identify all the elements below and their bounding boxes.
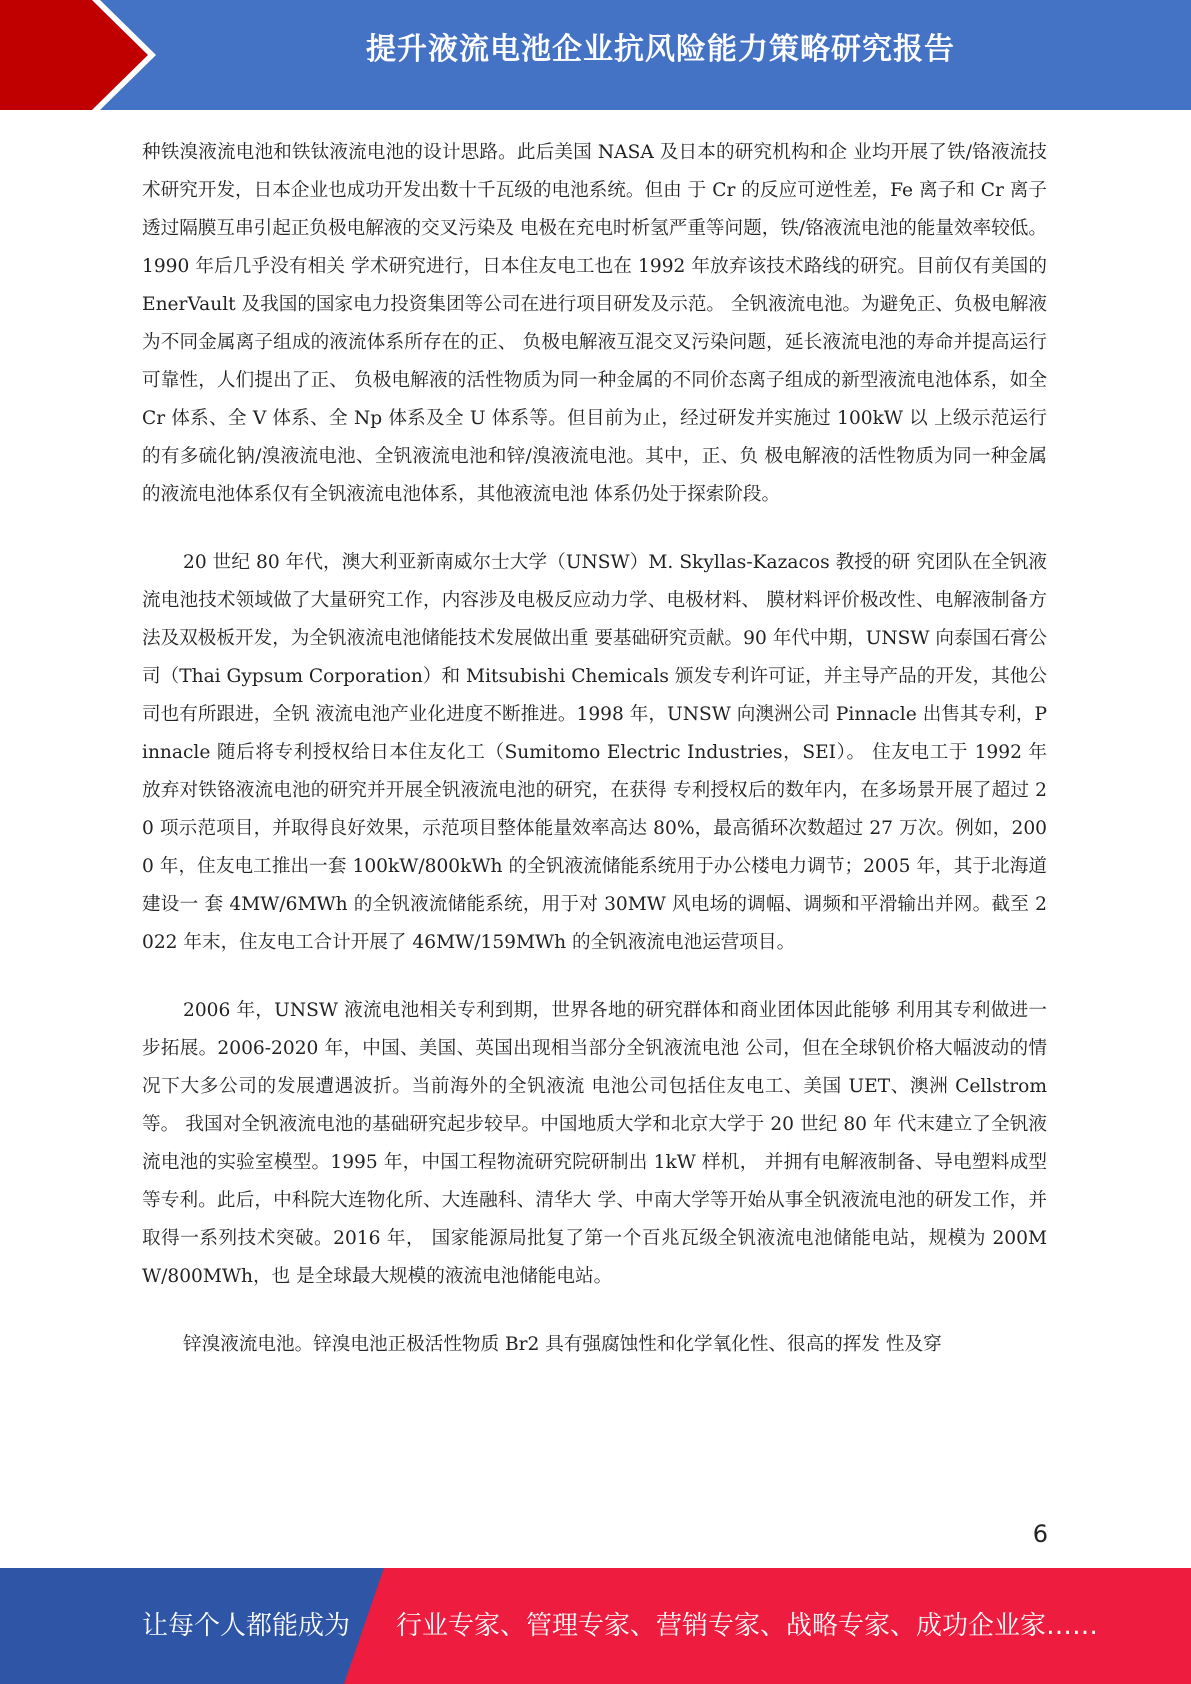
body-text [142,134,1047,1364]
report-title: 提升液流电池企业抗风险能力策略研究报告 [366,32,955,67]
footer-banner [0,1568,1191,1684]
footer-slogan-left: 让每个人都能成为 [142,1611,351,1641]
paragraph-3: 2006 年，UNSW 液流电池相关专利到期，世界各地的研究群体和商业团体因此能够 利用其专利做进一步拓展。2006-2020 年，中国、美国、英国出现相当部分全钒液流电池 公司，但在全球钒价格大幅波动的情况下大多公司的发展遭遇波折。当前海外的全钒液流 电池公司包括住友电工、美国 UET、澳洲 Cellstrom 等。 我国对全钒液流电池的基础研究起步较早。中国地质大学和北京大学于 20 世纪 80 年 代末建立了全钒液流电池的实验室模型。1995 年，中国工程物流研究院研制出 1kW 样机， 并拥有电解液制备、导电塑料成型等专利。此后，中科院大连物化所、大连融科、清华大 学、中南大学等开始从事全钒液流电池的研发工作，并取得一系列技术突破。2016 年， 国家能源局批复了第一个百兆瓦级全钒液流电池储能电站，规模为 200MW/800MWh，也 是全球最大规模的液流电池储能电站。 [142,1000,1047,1287]
paragraph-4: 锌溴液流电池。锌溴电池正极活性物质 Br2 具有强腐蚀性和化学氧化性、很高的挥发 性及穿 [183,1334,942,1355]
paragraph-1: 种铁溴液流电池和铁钛液流电池的设计思路。此后美国 NASA 及日本的研究机构和企 业均开展了铁/铬液流技术研究开发，日本企业也成功开发出数十千瓦级的电池系统。但由 于 Cr 的反应可逆性差，Fe 离子和 Cr 离子透过隔膜互串引起正负极电解液的交叉污染及 电极在充电时析氢严重等问题，铁/铬液流电池的能量效率较低。1990 年后几乎没有相关 学术研究进行，日本住友电工也在 1992 年放弃该技术路线的研究。目前仅有美国的 EnerVault 及我国的国家电力投资集团等公司在进行项目研发及示范。 全钒液流电池。为避免正、负极电解液为不同金属离子组成的液流体系所存在的正、 负极电解液互混交叉污染问题，延长液流电池的寿命并提高运行可靠性，人们提出了正、 负极电解液的活性物质为同一种金属的不同价态离子组成的新型液流电池体系，如全 Cr 体系、全 V 体系、全 Np 体系及全 U 体系等。但目前为止，经过研发并实施过 100kW 以 上级示范运行的有多硫化钠/溴液流电池、全钒液流电池和锌/溴液流电池。其中，正、负 极电解液的活性物质为同一种金属的液流电池体系仅有全钒液流电池体系，其他液流电池 体系仍处于探索阶段。 [142,142,1047,505]
footer-slogan-right: 行业专家、管理专家、营销专家、战略专家、成功企业家…… [396,1611,1099,1641]
header-banner [0,0,1191,110]
paragraph-2: 20 世纪 80 年代，澳大利亚新南威尔士大学（UNSW）M. Skyllas-Kazacos 教授的研 究团队在全钒液流电池技术领域做了大量研究工作，内容涉及电极反应动力学、电极材料、 膜材料评价极改性、电解液制备方法及双极板开发，为全钒液流电池储能技术发展做出重 要基础研究贡献。90 年代中期，UNSW 向泰国石膏公司（Thai Gypsum Corporation）和 Mitsubishi Chemicals 颁发专利许可证，并主导产品的开发，其他公司也有所跟进，全钒 液流电池产业化进度不断推进。1998 年，UNSW 向澳洲公司 Pinnacle 出售其专利，Pinnacle 随后将专利授权给日本住友化工（Sumitomo Electric Industries，SEI）。 住友电工于 1992 年放弃对铁铬液流电池的研究并开展全钒液流电池的研究，在获得 专利授权后的数年内，在多场景开展了超过 20 项示范项目，并取得良好效果，示范项目整体能量效率高达 80%，最高循环次数超过 27 万次。例如，2000 年，住友电工推出一套 100kW/800kWh 的全钒液流储能系统用于办公楼电力调节；2005 年，其于北海道建设一 套 4MW/6MWh 的全钒液流储能系统，用于对 30MW 风电场的调幅、调频和平滑输出并网。截至 2022 年末，住友电工合计开展了 46MW/159MWh 的全钒液流电池运营项目。 [142,552,1047,953]
page-number: 6 [1032,1520,1048,1548]
